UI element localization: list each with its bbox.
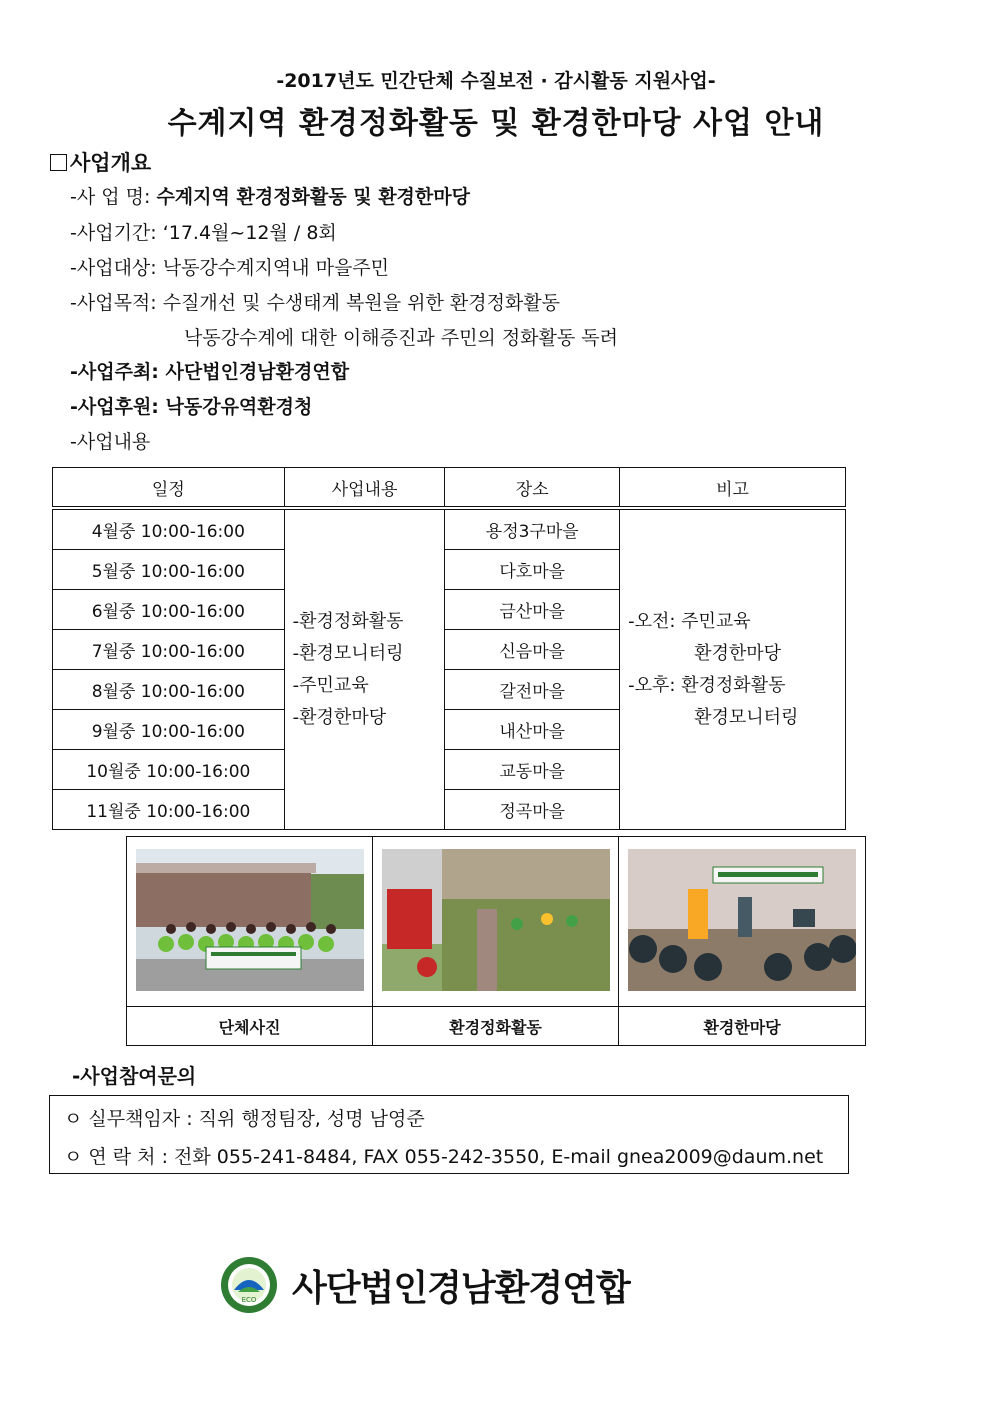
checkbox-icon [50, 154, 67, 171]
caption-festival: 환경한마당 [703, 1017, 781, 1037]
header-date: 일정 [53, 468, 285, 509]
table-row [53, 508, 846, 550]
place-cell: 다호마을 [445, 550, 620, 590]
date-cell: 10월중 10:00-16:00 [53, 750, 285, 790]
place-cell: 교동마을 [445, 750, 620, 790]
header-place: 장소 [445, 468, 620, 509]
photo-cell-festival [619, 837, 865, 1007]
festival-photo [628, 849, 856, 991]
date-cell: 11월중 10:00-16:00 [53, 790, 285, 830]
date-cell: 9월중 10:00-16:00 [53, 710, 285, 750]
overview-section-label: 사업개요 [70, 151, 152, 175]
overview-item-period: -사업기간: ‘17.4월~12월 / 8회 [70, 222, 337, 244]
schedule-header-row [53, 468, 846, 509]
document-title: 수계지역 환경정화활동 및 환경한마당 사업 안내 [167, 106, 825, 141]
caption-cleanup: 환경정화활동 [373, 1007, 619, 1045]
date-cell: 6월중 10:00-16:00 [53, 590, 285, 630]
document-subtitle: -2017년도 민간단체 수질보전 · 감시활동 지원사업- [276, 70, 716, 92]
photo-cell-cleanup [373, 837, 619, 1007]
schedule-table [52, 467, 846, 830]
contact-person: ㅇ 실무책임자 : 직위 행정팀장, 성명 남영준 [64, 1108, 425, 1130]
svg-text:ECO: ECO [241, 1296, 257, 1304]
place-cell: 금산마을 [445, 590, 620, 630]
content-cell: -환경정화활동 -환경모니터링 -주민교육 -환경한마당 [284, 508, 445, 830]
note-cell: -오전: 주민교육 환경한마당 -오후: 환경정화활동 환경모니터링 [620, 508, 846, 830]
photo-grid [126, 836, 866, 1046]
header-content: 사업내용 [284, 468, 445, 509]
photo-cell-group [127, 837, 373, 1007]
contact-info: ㅇ 연 락 처 : 전화 055-241-8484, FAX 055-242-3550, E-mail gnea2009@daum.net [64, 1146, 824, 1168]
date-cell: 4월중 10:00-16:00 [53, 508, 285, 550]
group-photo [136, 849, 364, 991]
overview-item-purpose-cont: 낙동강수계에 대한 이해증진과 주민의 정화활동 독려 [184, 327, 618, 349]
date-cell: 5월중 10:00-16:00 [53, 550, 285, 590]
caption-group: 단체사진 [127, 1007, 373, 1045]
overview-section-heading [50, 147, 151, 177]
place-cell: 갈전마을 [445, 670, 620, 710]
place-cell: 신음마을 [445, 630, 620, 670]
overview-item-sponsor: -사업후원: 낙동강유역환경청 [70, 396, 313, 418]
cleanup-photo [382, 849, 610, 991]
org-name: 사단법인경남환경연합 [292, 1267, 630, 1309]
place-cell: 정곡마을 [445, 790, 620, 830]
footer-logo [220, 1256, 630, 1314]
overview-item-purpose: -사업목적: 수질개선 및 수생태계 복원을 위한 환경정화활동 [70, 292, 560, 314]
overview-item-name: -사 업 명: 수계지역 환경정화활동 및 환경한마당 [70, 186, 470, 208]
overview-item-target: -사업대상: 낙동강수계지역내 마을주민 [70, 257, 390, 279]
overview-item-content: -사업내용 [70, 431, 151, 453]
overview-item-host: -사업주최: 사단법인경남환경연합 [70, 361, 350, 383]
inquiry-heading: -사업참여문의 [72, 1064, 197, 1088]
contact-box [49, 1095, 849, 1174]
place-cell: 내산마을 [445, 710, 620, 750]
org-logo-icon [220, 1256, 278, 1314]
date-cell: 7월중 10:00-16:00 [53, 630, 285, 670]
place-cell: 용정3구마을 [445, 508, 620, 550]
header-note: 비고 [620, 468, 846, 509]
date-cell: 8월중 10:00-16:00 [53, 670, 285, 710]
